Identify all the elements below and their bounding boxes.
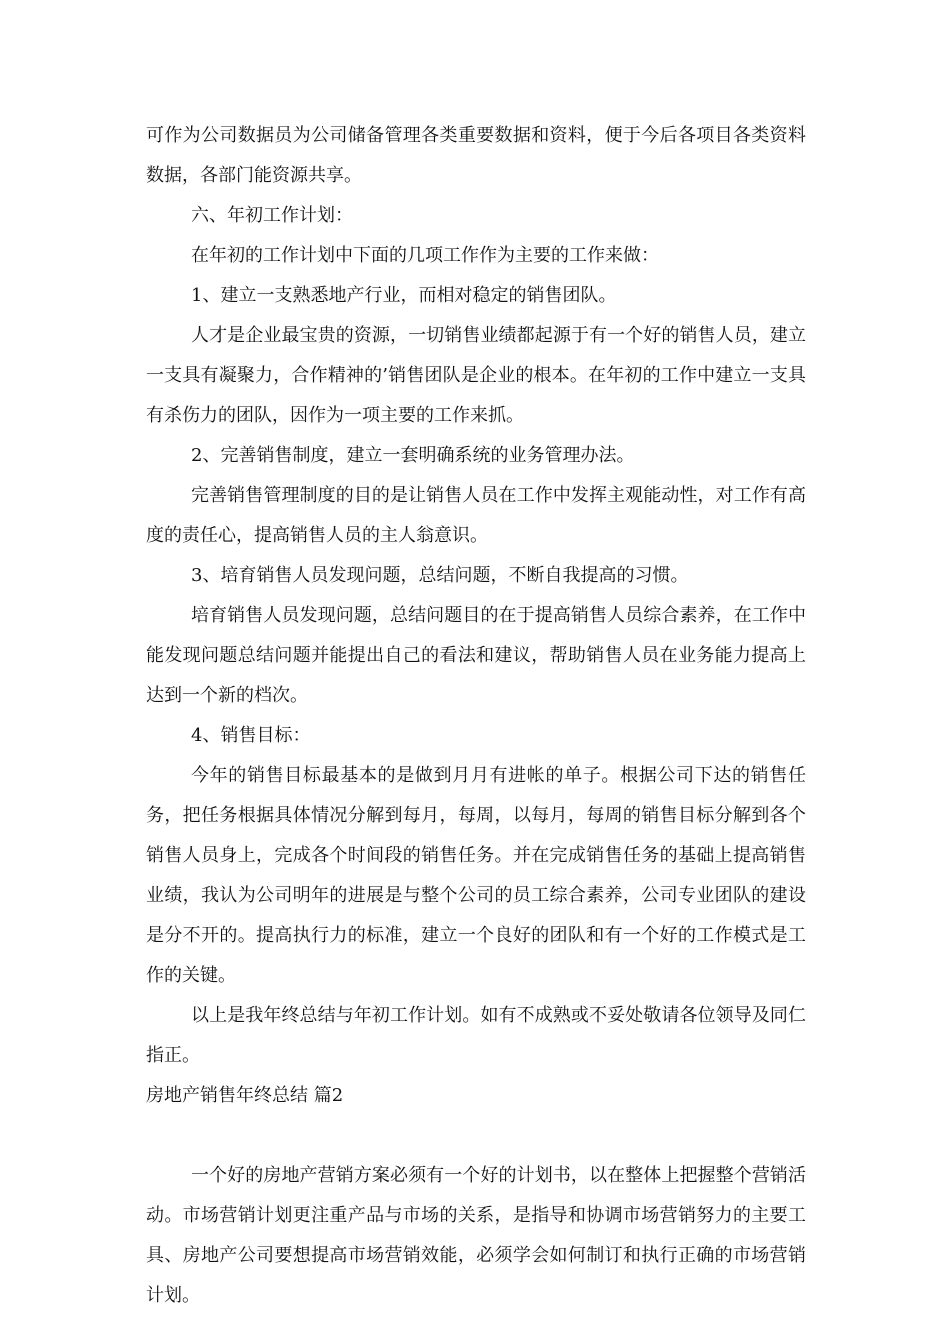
paragraph: 今年的销售目标最基本的是做到月月有进帐的单子。根据公司下达的销售任务，把任务根据具体情况分解到每月，每周，以每月，每周的销售目标分解到各个销售人员身上，完成各个时间段的销售任务。并在完成销售任务的基础上提高销售业绩，我认为公司明年的进展是与整个公司的员工综合素养，公司专业团队的建设是分不开的。提高执行力的标准，建立一个良好的团队和有一个好的工作模式是工作的关键。	[146, 765, 806, 986]
paragraph: 培育销售人员发现问题，总结问题目的在于提高销售人员综合素养，在工作中能发现问题总结问题并能提出自己的看法和建议，帮助销售人员在业务能力提高上达到一个新的档次。	[146, 605, 806, 706]
list-item-heading: 4、销售目标：	[191, 725, 311, 746]
paragraph: 人才是企业最宝贵的资源，一切销售业绩都起源于有一个好的销售人员，建立一支具有凝聚力，合作精神的’销售团队是企业的根本。在年初的工作中建立一支具有杀伤力的团队，因作为一项主要的工作来抓。	[146, 325, 806, 426]
paragraph: 可作为公司数据员为公司储备管理各类重要数据和资料，便于今后各项目各类资料数据，各部门能资源共享。	[146, 125, 806, 186]
paragraph: 一个好的房地产营销方案必须有一个好的计划书，以在整体上把握整个营销活动。市场营销计划更注重产品与市场的关系，是指导和协调市场营销努力的主要工具、房地产公司要想提高市场营销效能，必须学会如何制订和执行正确的市场营销计划。	[146, 1165, 806, 1306]
list-item-heading: 2、完善销售制度，建立一套明确系统的业务管理办法。	[191, 445, 635, 466]
paragraph: 在年初的工作计划中下面的几项工作作为主要的工作来做：	[191, 245, 659, 266]
document-page	[146, 116, 806, 1316]
list-item-heading: 3、培育销售人员发现问题，总结问题，不断自我提高的习惯。	[191, 565, 689, 586]
paragraph: 以上是我年终总结与年初工作计划。如有不成熟或不妥处敬请各位领导及同仁指正。	[146, 1005, 806, 1066]
list-item-heading: 1、建立一支熟悉地产行业，而相对稳定的销售团队。	[191, 285, 617, 306]
paragraph: 完善销售管理制度的目的是让销售人员在工作中发挥主观能动性，对工作有高度的责任心，提高销售人员的主人翁意识。	[146, 485, 806, 546]
article-heading: 房地产销售年终总结 篇2	[146, 1085, 344, 1106]
section-heading: 六、年初工作计划：	[191, 205, 353, 226]
spacer	[146, 1116, 806, 1156]
